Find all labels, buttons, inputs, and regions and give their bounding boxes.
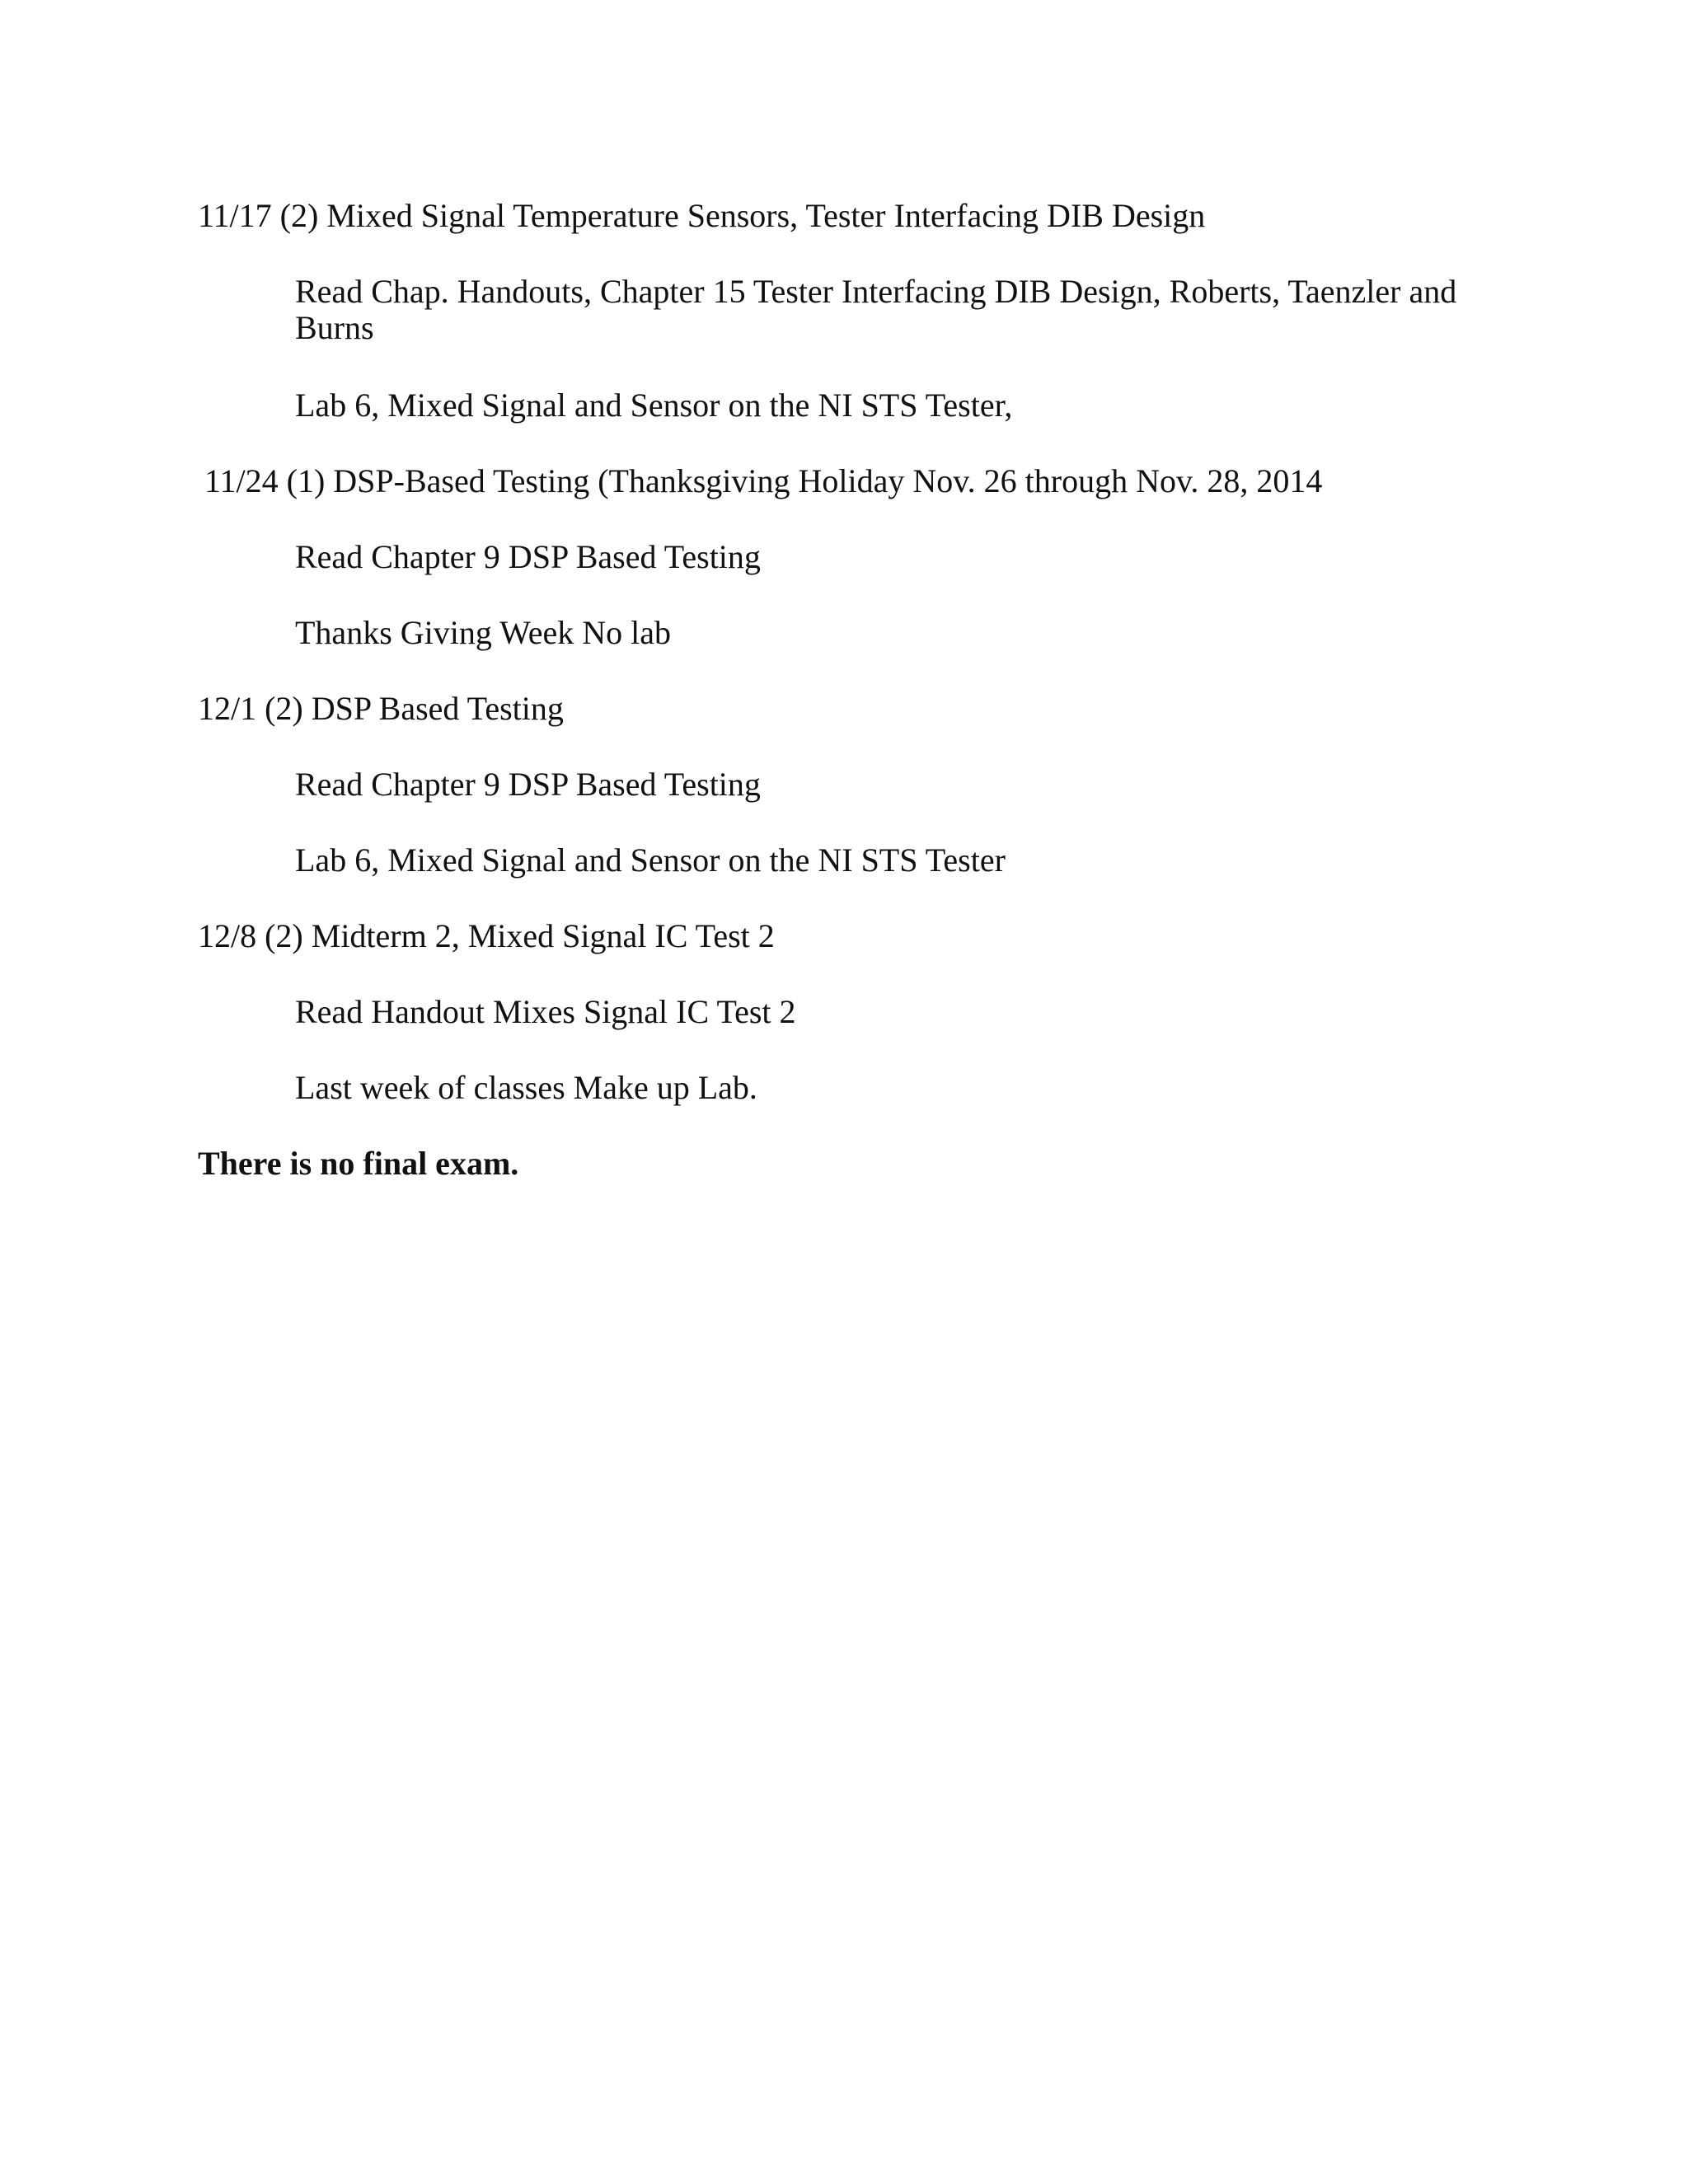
reading-assignment: Read Chapter 9 DSP Based Testing — [295, 766, 761, 803]
week-heading-12-8: 12/8 (2) Midterm 2, Mixed Signal IC Test 2 — [198, 917, 775, 954]
week-heading-12-1: 12/1 (2) DSP Based Testing — [198, 690, 564, 727]
lab-assignment: Thanks Giving Week No lab — [295, 614, 671, 651]
final-exam-note: There is no final exam. — [198, 1145, 519, 1182]
reading-assignment: Read Chap. Handouts, Chapter 15 Tester Interfacing DIB Design, Roberts, Taenzler and Burns — [295, 273, 1457, 346]
lab-assignment: Lab 6, Mixed Signal and Sensor on the NI STS Tester — [295, 841, 1006, 879]
reading-assignment: Read Handout Mixes Signal IC Test 2 — [295, 993, 796, 1030]
lab-assignment: Lab 6, Mixed Signal and Sensor on the NI STS Tester, — [295, 387, 1013, 424]
reading-assignment: Read Chapter 9 DSP Based Testing — [295, 538, 761, 575]
week-heading-11-24: 11/24 (1) DSP-Based Testing (Thanksgiving Holiday Nov. 26 through Nov. 28, 2014 — [204, 462, 1323, 499]
week-heading-11-17: 11/17 (2) Mixed Signal Temperature Sensors, Tester Interfacing DIB Design — [198, 197, 1206, 234]
lab-assignment: Last week of classes Make up Lab. — [295, 1069, 757, 1106]
